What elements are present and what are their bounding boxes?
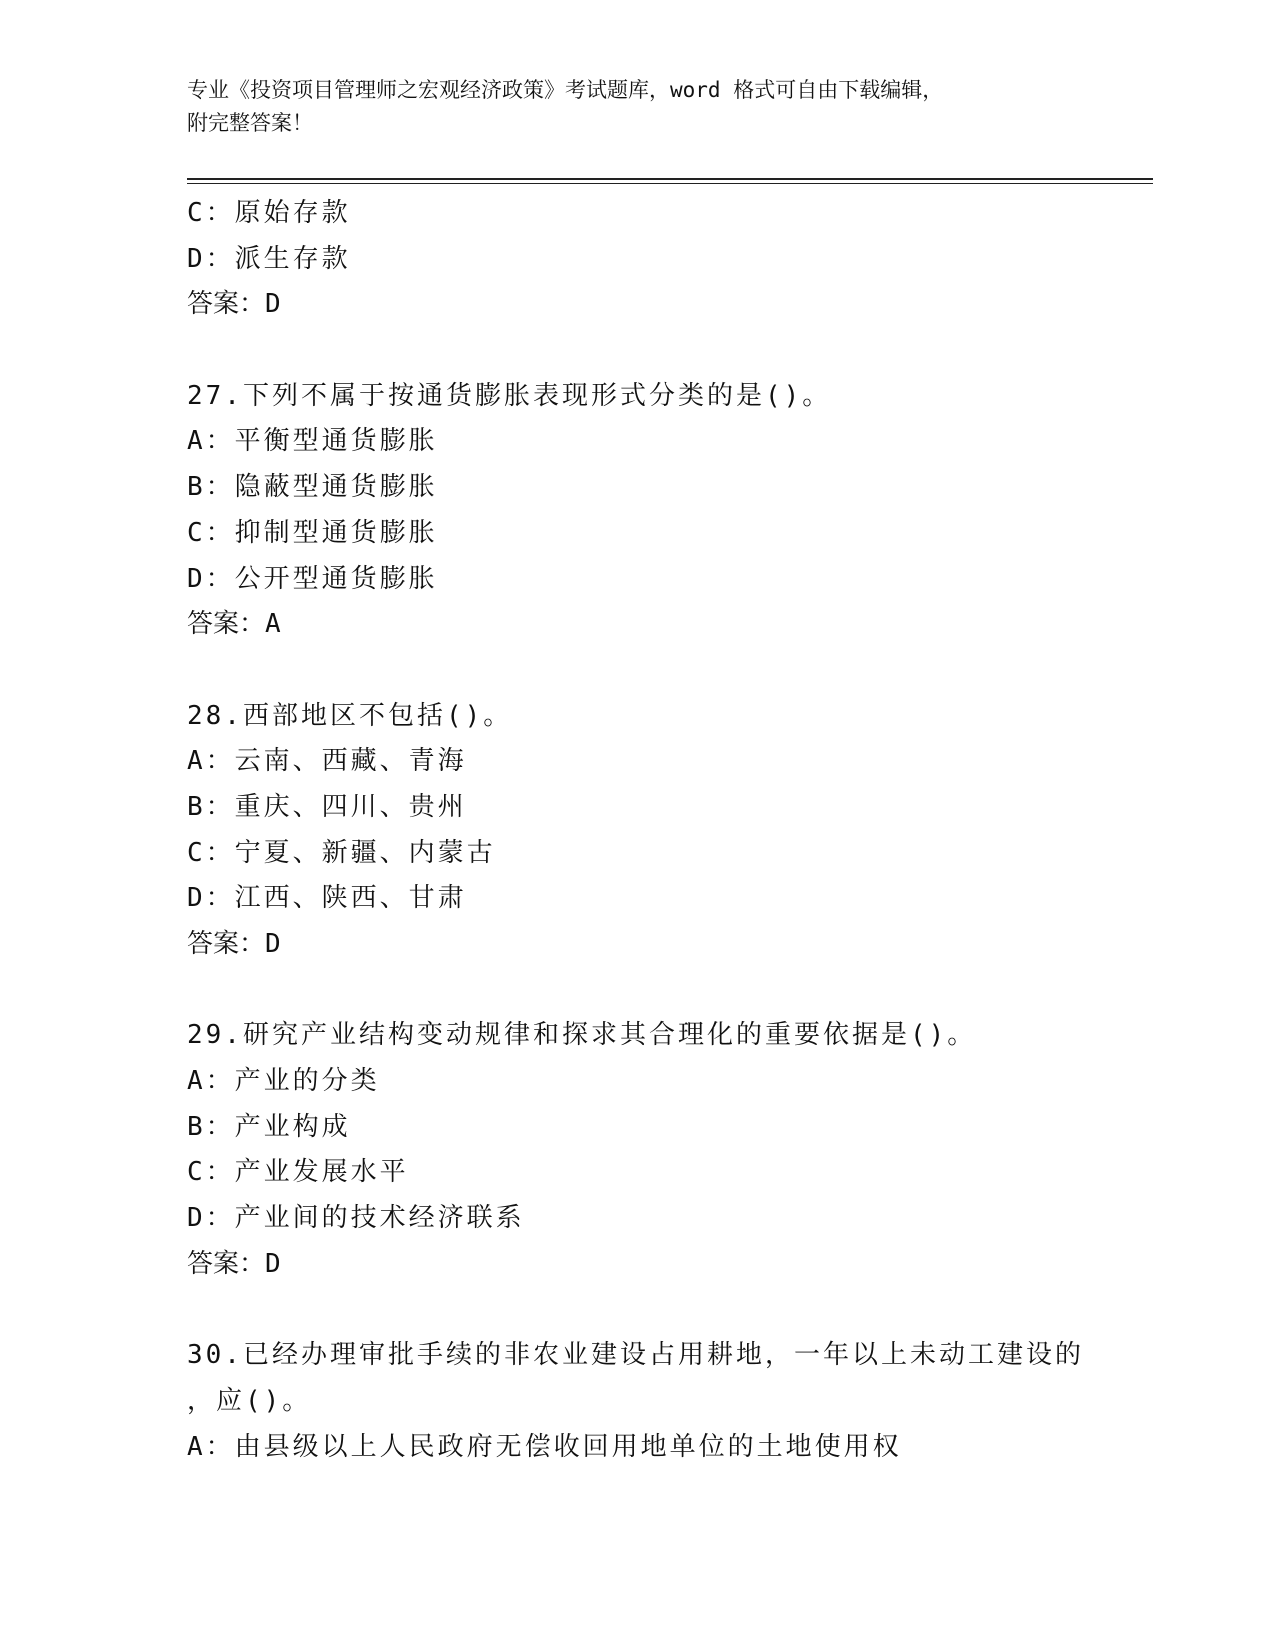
option-d: D：产业间的技术经济联系 [187,1203,525,1234]
option-c: C：宁夏、新疆、内蒙古 [187,837,496,868]
spacer [187,648,1147,694]
question-stem: 30.已经办理审批手续的非农业建设占用耕地，一年以上未动工建设的 [187,1340,1084,1371]
header-divider-thin [187,183,1153,184]
answer-line: 答案：D [187,289,281,320]
option-b: B：隐蔽型通货膨胀 [187,472,438,503]
question-stem: 27.下列不属于按通货膨胀表现形式分类的是()。 [187,380,832,411]
option-d: D：派生存款 [187,243,351,274]
answer-line: 答案：D [187,929,281,959]
header-divider-thick [187,178,1153,180]
option-d: D：公开型通货膨胀 [187,563,438,594]
option-a: A：产业的分类 [187,1066,380,1097]
answer-line: 答案：A [187,609,281,640]
option-a: A：由县级以上人民政府无偿收回用地单位的土地使用权 [187,1431,902,1462]
question-stem: 28.西部地区不包括()。 [187,700,513,731]
spacer [187,328,1147,374]
document-header [187,74,1087,140]
option-d: D：江西、陕西、甘肃 [187,883,467,914]
question-stem-continuation: ，应()。 [187,1385,312,1416]
spacer [187,968,1147,1014]
spacer [187,1288,1147,1334]
question-stem: 29.研究产业结构变动规律和探求其合理化的重要依据是()。 [187,1020,977,1051]
option-b: B：产业构成 [187,1111,351,1142]
option-a: A：云南、西藏、青海 [187,746,467,777]
option-a: A：平衡型通货膨胀 [187,426,438,457]
question-list [187,191,1147,1470]
header-line-1: 专业《投资项目管理师之宏观经济政策》考试题库，word 格式可自由下载编辑， [187,78,944,102]
option-c: C：抑制型通货膨胀 [187,517,438,548]
option-b: B：重庆、四川、贵州 [187,791,467,822]
header-line-2: 附完整答案！ [187,111,313,135]
answer-line: 答案：D [187,1248,281,1279]
option-c: C：原始存款 [187,198,351,228]
option-c: C：产业发展水平 [187,1157,409,1188]
